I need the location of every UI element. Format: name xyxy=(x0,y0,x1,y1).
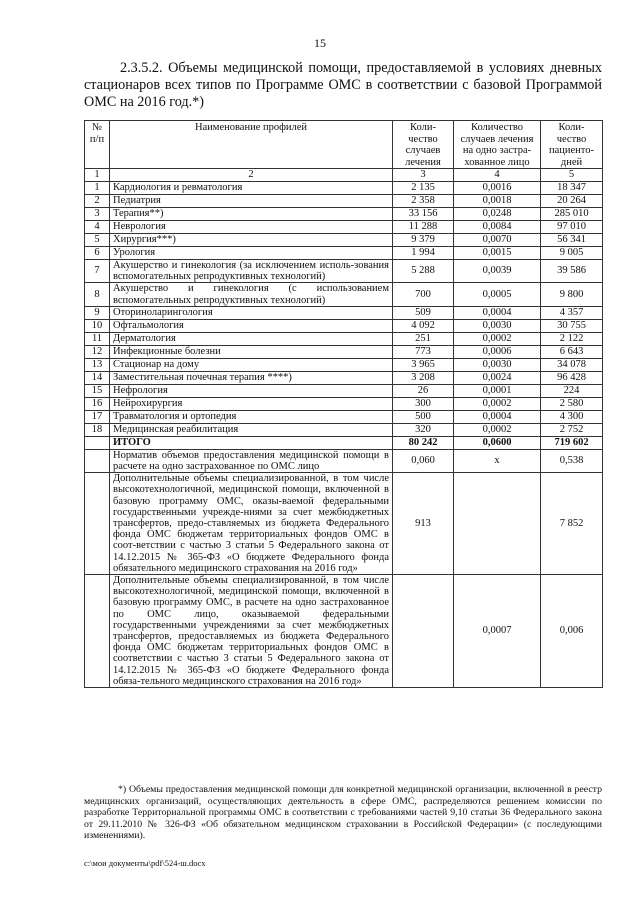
cases-per-person: 0,0016 xyxy=(454,182,541,195)
column-number: 2 xyxy=(110,169,393,182)
header-cases: Коли-чество случаев лечения xyxy=(393,121,454,169)
additional-volumes-row xyxy=(85,473,603,575)
page-number: 15 xyxy=(314,36,326,50)
profile-name: Неврология xyxy=(110,221,393,234)
patient-days: 20 264 xyxy=(541,195,603,208)
profile-name: Заместительная почечная терапия ****) xyxy=(110,371,393,384)
patient-days: 6 643 xyxy=(541,345,603,358)
table-row xyxy=(85,260,603,283)
cases-count: 3 965 xyxy=(393,358,454,371)
header-number: № п/п xyxy=(85,121,110,169)
cases-per-person: 0,0006 xyxy=(454,345,541,358)
patient-days: 56 341 xyxy=(541,234,603,247)
row-number: 8 xyxy=(85,283,110,306)
cases-count: 300 xyxy=(393,397,454,410)
patient-days: 224 xyxy=(541,384,603,397)
row-number: 11 xyxy=(85,332,110,345)
row-number: 18 xyxy=(85,423,110,436)
profile-name: Нефрология xyxy=(110,384,393,397)
table-row xyxy=(85,332,603,345)
profile-name: Офтальмология xyxy=(110,319,393,332)
patient-days: 285 010 xyxy=(541,208,603,221)
cases-count: 700 xyxy=(393,283,454,306)
patient-days: 2 752 xyxy=(541,423,603,436)
cases-per-person: 0,0248 xyxy=(454,208,541,221)
cases-per-person: 0,0002 xyxy=(454,397,541,410)
row-number: 10 xyxy=(85,319,110,332)
patient-days: 30 755 xyxy=(541,319,603,332)
table-row xyxy=(85,384,603,397)
cases-count: 33 156 xyxy=(393,208,454,221)
row-number: 3 xyxy=(85,208,110,221)
patient-days: 96 428 xyxy=(541,371,603,384)
profile-name: Хирургия***) xyxy=(110,234,393,247)
table-row xyxy=(85,247,603,260)
cases-per-person: 0,0002 xyxy=(454,423,541,436)
cases-per-person: 0,0001 xyxy=(454,384,541,397)
patient-days: 2 122 xyxy=(541,332,603,345)
profile-name: Акушерство и гинекология (за исключением исполь-зования вспомогательных репродуктивных технологий) xyxy=(110,260,393,283)
table-row xyxy=(85,234,603,247)
cases-count: 80 242 xyxy=(393,436,454,449)
row-number: 13 xyxy=(85,358,110,371)
patient-days: 4 300 xyxy=(541,410,603,423)
cases-count: 913 xyxy=(393,473,454,575)
table-body xyxy=(85,182,603,688)
patient-days: 4 357 xyxy=(541,306,603,319)
cases-per-person: 0,0070 xyxy=(454,234,541,247)
profile-name: Акушерство и гинекология (с использованием вспомогательных репродуктивных технологий) xyxy=(110,283,393,306)
row-number: 4 xyxy=(85,221,110,234)
cases-per-person: 0,0600 xyxy=(454,436,541,449)
column-number: 4 xyxy=(454,169,541,182)
table-row xyxy=(85,221,603,234)
cases-count: 500 xyxy=(393,410,454,423)
profile-name: Травматология и ортопедия xyxy=(110,410,393,423)
table-row xyxy=(85,208,603,221)
total-row xyxy=(85,436,603,449)
patient-days: 2 580 xyxy=(541,397,603,410)
section-heading: 2.3.5.2. Объемы медицинской помощи, предоставляемой в условиях дневных стационаров всех типов по Программе ОМС в соответствии с базовой Программой ОМС на 2016 год.*) xyxy=(84,60,602,110)
row-number: 16 xyxy=(85,397,110,410)
cases-per-person: 0,0004 xyxy=(454,306,541,319)
header-profile: Наименование профилей xyxy=(110,121,393,169)
profile-name: Кардиология и ревматология xyxy=(110,182,393,195)
cases-per-person: 0,0004 xyxy=(454,410,541,423)
row-number xyxy=(85,449,110,472)
table-row xyxy=(85,195,603,208)
profile-name: Нейрохирургия xyxy=(110,397,393,410)
file-path: c:\мои документы\pdf\524-ш.docx xyxy=(84,858,206,868)
cases-count: 2 358 xyxy=(393,195,454,208)
table-row xyxy=(85,319,603,332)
row-number: 6 xyxy=(85,247,110,260)
table-row xyxy=(85,358,603,371)
norm-row xyxy=(85,449,603,472)
patient-days: 97 010 xyxy=(541,221,603,234)
patient-days: 39 586 xyxy=(541,260,603,283)
table-row xyxy=(85,182,603,195)
cases-per-person: 0,0030 xyxy=(454,358,541,371)
profile-name: Медицинская реабилитация xyxy=(110,423,393,436)
patient-days: 719 602 xyxy=(541,436,603,449)
profile-name: Норматив объемов предоставления медицинской помощи в расчете на одно застрахованное по ОМС лицо xyxy=(110,449,393,472)
table-header-row xyxy=(85,121,603,169)
row-number: 9 xyxy=(85,306,110,319)
patient-days: 7 852 xyxy=(541,473,603,575)
table-row xyxy=(85,397,603,410)
cases-count: 11 288 xyxy=(393,221,454,234)
patient-days: 0,006 xyxy=(541,575,603,688)
patient-days: 0,538 xyxy=(541,449,603,472)
row-number: 12 xyxy=(85,345,110,358)
cases-per-person: 0,0039 xyxy=(454,260,541,283)
table-row xyxy=(85,345,603,358)
profile-name: Урология xyxy=(110,247,393,260)
cases-count: 3 208 xyxy=(393,371,454,384)
cases-per-person: 0,0084 xyxy=(454,221,541,234)
cases-count xyxy=(393,575,454,688)
column-number: 5 xyxy=(541,169,603,182)
cases-count: 5 288 xyxy=(393,260,454,283)
row-number: 14 xyxy=(85,371,110,384)
column-number: 1 xyxy=(85,169,110,182)
cases-count: 2 135 xyxy=(393,182,454,195)
cases-per-person: 0,0030 xyxy=(454,319,541,332)
table-row xyxy=(85,410,603,423)
row-number xyxy=(85,436,110,449)
cases-per-person: 0,0024 xyxy=(454,371,541,384)
row-number: 15 xyxy=(85,384,110,397)
cases-count: 1 994 xyxy=(393,247,454,260)
profile-name: Дополнительные объемы специализированной, в том числе высокотехнологичной, медицинской помощи, включенной в базовую программу ОМС, в расчете на одно застрахованное по ОМС лицо, оказываемой федеральными государственными учреждениями за счет межбюджетных трансфертов, предоставляемых из бюджета Федерального фонда ОМС бюджетам территориальных фондов ОМС в соответствии с частью 3 статьи 5 Федерального закона от 14.12.2015 № 365-ФЗ «О бюджете Федерального фонда обяза-тельного медицинского страхования на 2016 год» xyxy=(110,575,393,688)
profile-name: Педиатрия xyxy=(110,195,393,208)
profile-name: Оториноларингология xyxy=(110,306,393,319)
profile-name: ИТОГО xyxy=(110,436,393,449)
volumes-table xyxy=(84,120,603,688)
cases-count: 26 xyxy=(393,384,454,397)
profile-name: Инфекционные болезни xyxy=(110,345,393,358)
row-number xyxy=(85,473,110,575)
cases-per-person: 0,0007 xyxy=(454,575,541,688)
cases-per-person: х xyxy=(454,449,541,472)
profile-name: Стационар на дому xyxy=(110,358,393,371)
cases-per-person: 0,0015 xyxy=(454,247,541,260)
patient-days: 18 347 xyxy=(541,182,603,195)
cases-count: 320 xyxy=(393,423,454,436)
cases-count: 509 xyxy=(393,306,454,319)
patient-days: 9 800 xyxy=(541,283,603,306)
table-row xyxy=(85,423,603,436)
cases-per-person: 0,0002 xyxy=(454,332,541,345)
cases-count: 9 379 xyxy=(393,234,454,247)
profile-name: Дополнительные объемы специализированной, в том числе высокотехнологичной, медицинской помощи, включенной в базовую программу ОМС, оказы-ваемой федеральными государственными учрежде-ниями за счет межбюджетных трансфертов, предо-ставляемых из бюджета Федерального фонда ОМС бюджетам территориальных фондов ОМС в соот-ветствии с частью 3 статьи 5 Федерального закона от 14.12.2015 № 365-ФЗ «О бюджете Федерального фонда обязательного медицинского страхования на 2016 год» xyxy=(110,473,393,575)
row-number xyxy=(85,575,110,688)
row-number: 1 xyxy=(85,182,110,195)
footnote: *) Объемы предоставления медицинской помощи для конкретной медицинской организации, включенной в реестр медицинских организаций, осуществляющих деятельность в сфере ОМС, распределяются решением комиссии по разработке Территориальной программы ОМС в соответствии с требованиями частей 9,10 статьи 36 Федерального закона от 29.11.2010 № 326-ФЗ «Об обязательном медицинском страховании в Российской Федерации» (с последующими изменениями). xyxy=(84,784,602,842)
additional-volumes-per-person-row xyxy=(85,575,603,688)
cases-count: 251 xyxy=(393,332,454,345)
table-column-numbers xyxy=(85,169,603,182)
patient-days: 9 005 xyxy=(541,247,603,260)
row-number: 5 xyxy=(85,234,110,247)
header-cases-per-person: Количество случаев лечения на одно застра-хованное лицо xyxy=(454,121,541,169)
table-row xyxy=(85,283,603,306)
profile-name: Дерматология xyxy=(110,332,393,345)
cases-count: 4 092 xyxy=(393,319,454,332)
cases-count: 773 xyxy=(393,345,454,358)
column-number: 3 xyxy=(393,169,454,182)
table-row xyxy=(85,306,603,319)
cases-count: 0,060 xyxy=(393,449,454,472)
table-row xyxy=(85,371,603,384)
row-number: 2 xyxy=(85,195,110,208)
cases-per-person xyxy=(454,473,541,575)
row-number: 17 xyxy=(85,410,110,423)
row-number: 7 xyxy=(85,260,110,283)
cases-per-person: 0,0018 xyxy=(454,195,541,208)
header-patient-days: Коли-чество пациенто-дней xyxy=(541,121,603,169)
cases-per-person: 0,0005 xyxy=(454,283,541,306)
profile-name: Терапия**) xyxy=(110,208,393,221)
patient-days: 34 078 xyxy=(541,358,603,371)
